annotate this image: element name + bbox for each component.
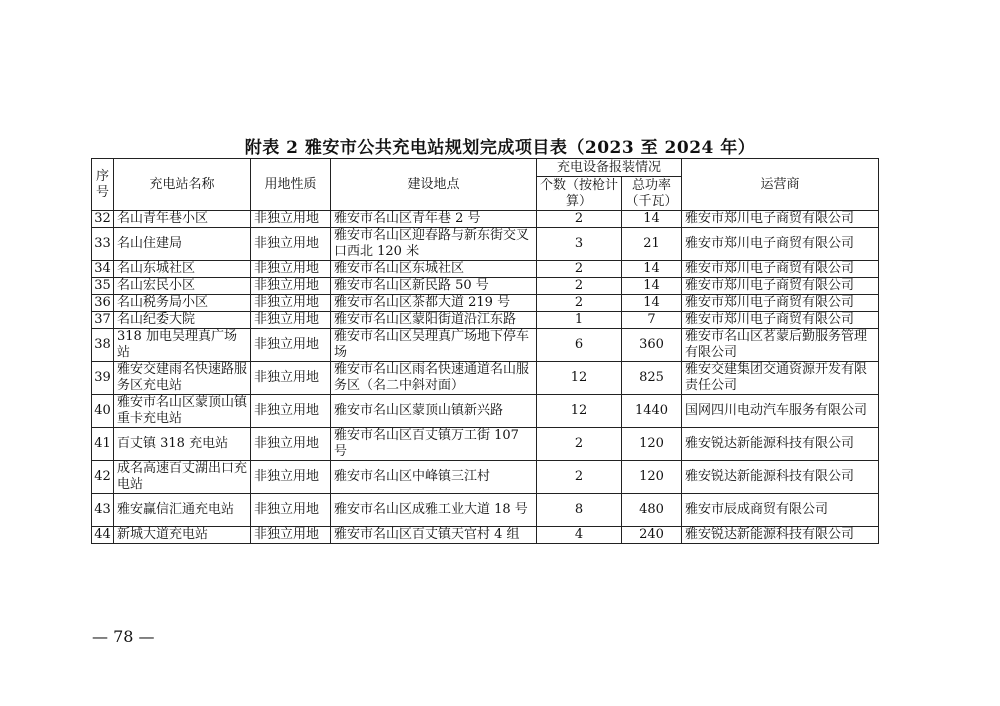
- cell-power: 120: [622, 461, 682, 494]
- cell-count: 2: [537, 428, 622, 461]
- cell-operator: 雅安市辰成商贸有限公司: [682, 494, 879, 527]
- page-number: — 78 —: [92, 627, 155, 646]
- cell-count: 2: [537, 461, 622, 494]
- cell-land: 非独立用地: [251, 362, 331, 395]
- cell-operator: 雅安锐达新能源科技有限公司: [682, 428, 879, 461]
- cell-seq: 37: [92, 312, 114, 329]
- cell-name: 名山青年巷小区: [114, 211, 251, 228]
- cell-name: 新城大道充电站: [114, 527, 251, 544]
- cell-operator: 雅安锐达新能源科技有限公司: [682, 461, 879, 494]
- cell-location: 雅安市名山区中峰镇三江村: [331, 461, 537, 494]
- cell-location: 雅安市名山区百丈镇天官村 4 组: [331, 527, 537, 544]
- cell-name: 名山税务局小区: [114, 295, 251, 312]
- cell-name: 名山宏民小区: [114, 278, 251, 295]
- cell-name: 雅安交建雨名快速路服务区充电站: [114, 362, 251, 395]
- cell-seq: 39: [92, 362, 114, 395]
- table-row: [92, 211, 879, 228]
- table-row: [92, 362, 879, 395]
- table-row: [92, 329, 879, 362]
- cell-land: 非独立用地: [251, 494, 331, 527]
- cell-land: 非独立用地: [251, 278, 331, 295]
- cell-name: 名山东城社区: [114, 261, 251, 278]
- header-equipment: 充电设备报装情况: [537, 159, 682, 177]
- cell-name: 成名高速百丈湖出口充电站: [114, 461, 251, 494]
- cell-power: 7: [622, 312, 682, 329]
- cell-name: 雅安市名山区蒙顶山镇重卡充电站: [114, 395, 251, 428]
- cell-power: 14: [622, 278, 682, 295]
- header-count: 个数（按枪计算）: [537, 177, 622, 211]
- cell-operator: 雅安市郑川电子商贸有限公司: [682, 295, 879, 312]
- cell-location: 雅安市名山区蒙阳街道沿江东路: [331, 312, 537, 329]
- cell-count: 2: [537, 261, 622, 278]
- table-row: [92, 428, 879, 461]
- cell-seq: 43: [92, 494, 114, 527]
- cell-power: 1440: [622, 395, 682, 428]
- cell-power: 240: [622, 527, 682, 544]
- cell-name: 名山住建局: [114, 228, 251, 261]
- header-power: 总功率（千瓦）: [622, 177, 682, 211]
- cell-location: 雅安市名山区茶都大道 219 号: [331, 295, 537, 312]
- cell-land: 非独立用地: [251, 295, 331, 312]
- cell-land: 非独立用地: [251, 395, 331, 428]
- cell-count: 6: [537, 329, 622, 362]
- cell-location: 雅安市名山区青年巷 2 号: [331, 211, 537, 228]
- cell-power: 480: [622, 494, 682, 527]
- table-row: [92, 312, 879, 329]
- cell-location: 雅安市名山区成雅工业大道 18 号: [331, 494, 537, 527]
- cell-location: 雅安市名山区迎春路与新东街交叉口西北 120 米: [331, 228, 537, 261]
- table-row: [92, 228, 879, 261]
- cell-operator: 雅安市郑川电子商贸有限公司: [682, 312, 879, 329]
- cell-count: 12: [537, 362, 622, 395]
- cell-seq: 44: [92, 527, 114, 544]
- cell-land: 非独立用地: [251, 312, 331, 329]
- cell-land: 非独立用地: [251, 527, 331, 544]
- table-row: [92, 527, 879, 544]
- cell-location: 雅安市名山区百丈镇万工街 107 号: [331, 428, 537, 461]
- cell-seq: 35: [92, 278, 114, 295]
- header-operator: 运营商: [682, 159, 879, 211]
- table-title: 附表 2 雅安市公共充电站规划完成项目表（2023 至 2024 年）: [244, 138, 756, 158]
- cell-power: 360: [622, 329, 682, 362]
- cell-count: 3: [537, 228, 622, 261]
- cell-count: 4: [537, 527, 622, 544]
- cell-location: 雅安市名山区东城社区: [331, 261, 537, 278]
- cell-seq: 32: [92, 211, 114, 228]
- cell-count: 12: [537, 395, 622, 428]
- cell-seq: 42: [92, 461, 114, 494]
- cell-seq: 34: [92, 261, 114, 278]
- cell-operator: 雅安市名山区茗蒙后勤服务管理有限公司: [682, 329, 879, 362]
- cell-name: 名山纪委大院: [114, 312, 251, 329]
- cell-seq: 33: [92, 228, 114, 261]
- cell-power: 14: [622, 261, 682, 278]
- cell-name: 雅安赢信汇通充电站: [114, 494, 251, 527]
- cell-operator: 雅安锐达新能源科技有限公司: [682, 527, 879, 544]
- cell-operator: 雅安交建集团交通资源开发有限责任公司: [682, 362, 879, 395]
- cell-power: 120: [622, 428, 682, 461]
- table-row: [92, 278, 879, 295]
- table-body: [92, 211, 879, 544]
- cell-power: 14: [622, 295, 682, 312]
- cell-name: 318 加电吴理真广场站: [114, 329, 251, 362]
- cell-land: 非独立用地: [251, 461, 331, 494]
- cell-seq: 41: [92, 428, 114, 461]
- cell-count: 2: [537, 278, 622, 295]
- cell-power: 21: [622, 228, 682, 261]
- cell-count: 8: [537, 494, 622, 527]
- cell-land: 非独立用地: [251, 428, 331, 461]
- cell-name: 百丈镇 318 充电站: [114, 428, 251, 461]
- cell-land: 非独立用地: [251, 228, 331, 261]
- cell-location: 雅安市名山区雨名快速通道名山服务区（名二中斜对面）: [331, 362, 537, 395]
- header-name: 充电站名称: [114, 159, 251, 211]
- charging-station-table: [91, 158, 879, 544]
- table-row: [92, 461, 879, 494]
- header-land: 用地性质: [251, 159, 331, 211]
- cell-location: 雅安市名山区新民路 50 号: [331, 278, 537, 295]
- cell-seq: 40: [92, 395, 114, 428]
- cell-operator: 雅安市郑川电子商贸有限公司: [682, 261, 879, 278]
- cell-location: 雅安市名山区蒙顶山镇新兴路: [331, 395, 537, 428]
- header-seq: 序号: [92, 159, 114, 211]
- cell-land: 非独立用地: [251, 261, 331, 278]
- cell-count: 2: [537, 295, 622, 312]
- cell-seq: 38: [92, 329, 114, 362]
- table-row: [92, 395, 879, 428]
- cell-power: 14: [622, 211, 682, 228]
- cell-operator: 雅安市郑川电子商贸有限公司: [682, 211, 879, 228]
- cell-land: 非独立用地: [251, 329, 331, 362]
- cell-operator: 雅安市郑川电子商贸有限公司: [682, 228, 879, 261]
- header-location: 建设地点: [331, 159, 537, 211]
- cell-land: 非独立用地: [251, 211, 331, 228]
- cell-power: 825: [622, 362, 682, 395]
- cell-operator: 国网四川电动汽车服务有限公司: [682, 395, 879, 428]
- table-row: [92, 295, 879, 312]
- cell-count: 2: [537, 211, 622, 228]
- table-row: [92, 494, 879, 527]
- cell-location: 雅安市名山区吴理真广场地下停车场: [331, 329, 537, 362]
- cell-count: 1: [537, 312, 622, 329]
- cell-operator: 雅安市郑川电子商贸有限公司: [682, 278, 879, 295]
- cell-seq: 36: [92, 295, 114, 312]
- table-row: [92, 261, 879, 278]
